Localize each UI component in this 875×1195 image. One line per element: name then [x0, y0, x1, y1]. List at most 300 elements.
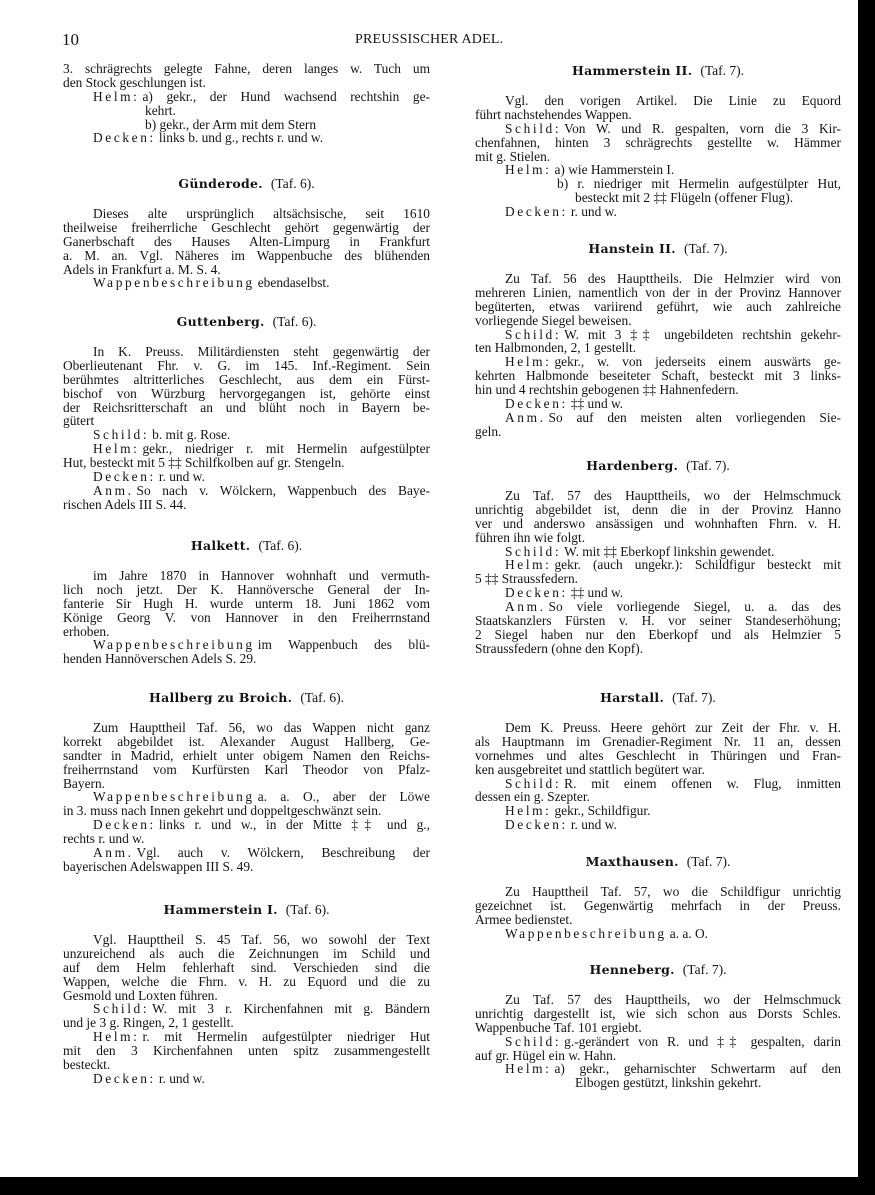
text-line [475, 899, 841, 913]
line-text: Oberlieutenant Fhr. v. G. im 145. Inf.-Regiment. Sein [63, 357, 430, 373]
line-text: Von W. und R. gespalten, vorn die 3 Kir- [564, 120, 841, 136]
paragraph [475, 328, 841, 356]
text-line [475, 272, 841, 286]
article-heading [63, 177, 430, 191]
line-text: geln. [475, 423, 502, 439]
line-text: im Jahre 1870 in Hannover wohnhaft und vermuth- [93, 568, 430, 583]
text-line [63, 989, 430, 1003]
line-text: freiherrnstand vom Kurfürsten Karl Theodor von Pfalz- [63, 761, 430, 777]
text-line [475, 328, 841, 342]
article-section [63, 315, 430, 512]
paragraph [475, 558, 841, 586]
text-line [475, 517, 841, 531]
text-line [63, 263, 430, 277]
line-text: Gesmold und Loxten führen. [63, 987, 218, 1003]
text-line [63, 1030, 430, 1044]
line-text: Zu Haupttheil Taf. 57, wo die Schildfigur unrichtig [505, 884, 841, 899]
paragraph [475, 355, 841, 397]
field-label: Schild: [505, 775, 562, 791]
text-line [63, 933, 430, 947]
text-line [475, 885, 841, 899]
line-text: besteckt mit 2 ‡‡ Flügeln (offener Flug). [575, 190, 794, 206]
text-line [475, 600, 841, 614]
paragraph [475, 993, 841, 1035]
article-section [475, 691, 841, 832]
line-text: Vgl. auch v. Wölckern, Beschreibung der [136, 845, 430, 861]
text-line [63, 777, 430, 791]
line-text: Dieses alte ursprünglich altsächsische, seit 1610 [93, 206, 430, 221]
text-line [63, 118, 430, 132]
text-line [63, 860, 430, 874]
text-line [475, 489, 841, 503]
line-text: kehrt. [145, 102, 176, 118]
line-text: sandter in Madrid, erhielt unter obigem Namen den Reichs- [63, 747, 430, 763]
text-line [475, 177, 841, 191]
article-heading [475, 459, 841, 473]
family-name: Henneberg. [589, 962, 675, 977]
field-label: Decken: [93, 469, 156, 485]
paragraph [63, 131, 430, 145]
plate-reference: (Taf. 7). [672, 690, 716, 705]
text-line [475, 531, 841, 545]
field-label: Decken: [505, 817, 568, 833]
text-line [63, 652, 430, 666]
field-label: Helm: [93, 441, 140, 457]
line-text: ten Halbmonden, 2, 1 gestellt. [475, 340, 637, 356]
line-text: und je 3 g. Ringen, 2, 1 gestellt. [63, 1015, 234, 1031]
text-line [475, 108, 841, 122]
text-line [475, 993, 841, 1007]
line-text: a) gekr., geharnischter Schwertarm auf den [554, 1061, 841, 1077]
field-label: Schild: [505, 543, 562, 559]
line-text: links r. und w., in der Mitte ‡‡ und g., [158, 817, 430, 833]
scan-border-bottom [0, 1177, 875, 1195]
paragraph [63, 569, 430, 638]
text-line [475, 136, 841, 150]
text-line [63, 804, 430, 818]
field-label: Decken: [93, 130, 156, 146]
text-line [475, 369, 841, 383]
text-line [63, 846, 430, 860]
text-line [63, 597, 430, 611]
text-line [475, 749, 841, 763]
paragraph [475, 1062, 841, 1090]
field-label: Wappenbeschreibung [93, 637, 255, 653]
line-text: Vgl. Haupttheil S. 45 Taf. 56, wo sowohl der Text [93, 932, 430, 947]
plate-reference: (Taf. 7). [683, 241, 728, 256]
line-text: auf gr. Hügel ein w. Hahn. [475, 1047, 617, 1063]
text-line [475, 163, 841, 177]
paragraph [475, 272, 841, 328]
text-line [63, 456, 430, 470]
line-text: Staatskanzlers Fürsten v. H. vor seiner Standeserhöhung; [475, 613, 841, 629]
text-line [63, 721, 430, 735]
line-text: gekr., w. von jederseits einem auswärts ge- [554, 354, 841, 370]
text-line [475, 763, 841, 777]
line-text: Bayern. [63, 775, 106, 791]
line-text: ‡‡ und w. [570, 396, 624, 412]
text-line [475, 642, 841, 656]
text-line [475, 558, 841, 572]
field-label: Helm: [505, 557, 552, 573]
line-text: hin und 4 rechtshin gebogenen ‡‡ Hahnenfedern. [475, 382, 739, 398]
paragraph [63, 276, 430, 290]
field-label: Decken: [93, 817, 156, 833]
line-text: lich noch jetzt. Der K. Hannöversche General der In- [63, 581, 430, 597]
paragraph [63, 442, 430, 470]
family-name: Hammerstein II. [571, 63, 693, 78]
paragraph [475, 721, 841, 777]
text-line [63, 947, 430, 961]
line-text: mit g. Stielen. [475, 148, 551, 164]
text-line [475, 411, 841, 425]
paragraph [475, 600, 841, 656]
line-text: gezeichnet ist. Gegenwärtig mehrfach in der Preuss. [475, 897, 841, 913]
paragraph [63, 790, 430, 818]
text-line [475, 94, 841, 108]
text-line [63, 1016, 430, 1030]
text-line [63, 961, 430, 975]
field-label: Helm: [505, 803, 552, 819]
line-text: Ganerbschaft des Hauses Alten-Limpurg in Frankfurt [63, 233, 430, 249]
text-line [475, 804, 841, 818]
paragraph [63, 638, 430, 666]
paragraph [475, 122, 841, 164]
line-text: vornehmes und altes Geschlecht in Thüringen und Fran- [475, 747, 841, 763]
article-heading [475, 963, 841, 977]
line-text: 5 ‡‡ Straussfedern. [475, 571, 579, 587]
line-text: ver und anderswo ansässigen und wohnhaften Fhrn. v. H. [475, 515, 841, 531]
plate-reference: (Taf. 6). [272, 314, 317, 329]
line-text: bayerischen Adelswappen III S. 49. [63, 858, 254, 874]
line-text: Zu Taf. 56 des Haupttheils. Die Helmzier wird von [505, 271, 841, 286]
text-line [475, 1035, 841, 1049]
line-text: henden Hannöverschen Adels S. 29. [63, 651, 257, 667]
text-line [63, 387, 430, 401]
paragraph [475, 397, 841, 411]
article-section [63, 177, 430, 290]
text-line [475, 790, 841, 804]
text-line [475, 721, 841, 735]
line-text: ken ausgebreitet und stattlich begütert war. [475, 761, 705, 777]
line-text: W. mit 3 r. Kirchenfahnen mit g. Bändern [152, 1001, 430, 1017]
field-label: Decken: [93, 1070, 156, 1086]
line-text: führen ihn wie folgt. [475, 529, 586, 545]
text-line [63, 569, 430, 583]
article-heading [475, 242, 841, 256]
scan-border-right [858, 0, 875, 1195]
line-text: r. und w. [570, 204, 617, 220]
family-name: Guttenberg. [176, 314, 265, 329]
line-text: führt nachstehendes Wappen. [475, 106, 632, 122]
paragraph [475, 1035, 841, 1063]
article-section [63, 691, 430, 874]
line-text: r. und w. [158, 469, 205, 485]
article-section [63, 903, 430, 1086]
paragraph [475, 885, 841, 927]
text-line [63, 1044, 430, 1058]
line-text: r. und w. [570, 817, 617, 833]
field-label: Decken: [505, 396, 568, 412]
family-name: Günderode. [178, 176, 263, 191]
plate-reference: (Taf. 6). [300, 690, 344, 705]
line-text: Hut, besteckt mit 5 ‡‡ Schilfkolben auf gr. Stengeln. [63, 455, 345, 471]
line-text: Zu Taf. 57 des Haupttheils, wo der Helmschmuck [505, 992, 841, 1007]
text-line [63, 276, 430, 290]
field-label: Helm: [505, 354, 552, 370]
paragraph [475, 411, 841, 439]
text-line [475, 628, 841, 642]
text-line [475, 545, 841, 559]
line-text: Dem K. Preuss. Heere gehört zur Zeit der Fhr. v. H. [505, 720, 841, 735]
plate-reference: (Taf. 7). [700, 63, 745, 78]
field-label: Schild: [505, 120, 562, 136]
paragraph [63, 1030, 430, 1072]
line-text: auf dem Helm fehlerhaft sind. Verschieden sind die [63, 959, 430, 975]
line-text: erhoben. [63, 623, 110, 639]
paragraph [475, 927, 841, 941]
line-text: So viele vorliegende Siegel, u. a. das des [548, 599, 841, 615]
line-text: Zum Haupttheil Taf. 56, wo das Wappen nicht ganz [93, 720, 430, 735]
line-text: r. mit Hermelin aufgestülpter niedriger Hut [142, 1029, 430, 1045]
line-text: unzureichend als auch die Zeichnungen im Schild und [63, 945, 430, 961]
line-text: gütert [63, 413, 95, 429]
text-line [63, 832, 430, 846]
paragraph [63, 90, 430, 132]
line-text: Wappenbuche Taf. 101 ergiebt. [475, 1019, 642, 1035]
article-heading [63, 691, 430, 705]
family-name: Hallberg zu Broich. [149, 690, 293, 705]
text-line [63, 975, 430, 989]
text-line [475, 913, 841, 927]
article-section [475, 459, 841, 656]
text-line [63, 62, 430, 76]
line-text: a) gekr., der Hund wachsend rechtshin ge- [142, 88, 430, 104]
text-line [475, 1049, 841, 1063]
text-line [475, 425, 841, 439]
line-text: a) wie Hammerstein I. [554, 162, 675, 178]
text-line [475, 614, 841, 628]
field-label: Schild: [505, 326, 562, 342]
article-section [63, 62, 430, 145]
text-line [63, 414, 430, 428]
paragraph [475, 545, 841, 559]
field-label: Schild: [93, 1001, 150, 1017]
text-line [63, 638, 430, 652]
text-line [475, 777, 841, 791]
text-line [63, 131, 430, 145]
text-line [63, 763, 430, 777]
line-text: korrekt abgebildet ist. Alexander August Hallberg, Ge- [63, 733, 430, 749]
line-text: In K. Preuss. Militärdiensten steht gegenwärtig der [93, 344, 430, 359]
paragraph [475, 804, 841, 818]
text-line [475, 314, 841, 328]
line-text: W. mit ‡‡ Eberkopf linkshin gewendet. [564, 543, 775, 559]
text-line [63, 790, 430, 804]
plate-reference: (Taf. 6). [270, 176, 315, 191]
line-text: begüterten, etwas variirend geführt, wie auch zahlreiche [475, 298, 841, 314]
text-line [63, 470, 430, 484]
paragraph [475, 205, 841, 219]
line-text: ‡‡ und w. [570, 585, 624, 601]
field-label: Helm: [505, 1061, 552, 1077]
line-text: Zu Taf. 57 des Haupttheils, wo der Helmschmuck [505, 488, 841, 503]
text-line [63, 735, 430, 749]
field-label: Helm: [93, 1029, 140, 1045]
line-text: Könige Georg V. von Hannover in den Freiherrnstand [63, 609, 430, 625]
line-text: mit den 3 Kirchenfahnen unten spitz zusammengestellt [63, 1043, 430, 1059]
line-text: gekr. (auch ungekr.): Schildfigur besteckt mit [554, 557, 841, 573]
line-text: gekr., niedriger r. mit Hermelin aufgestülpter [142, 441, 430, 457]
text-line [63, 484, 430, 498]
paragraph [63, 428, 430, 442]
line-text: vorliegende Siegel beweisen. [475, 312, 632, 328]
line-text: R. mit einem offenen w. Flug, inmitten [564, 775, 841, 791]
line-text: Straussfedern (ohne den Kopf). [475, 640, 644, 656]
line-text: rechts r. und w. [63, 831, 145, 847]
text-line [63, 1058, 430, 1072]
line-text: bischof von Würzburg hervorgegangen ist, gehörte einst [63, 385, 430, 401]
text-line [63, 583, 430, 597]
running-title: PREUSSISCHER ADEL. [355, 32, 504, 47]
text-line [475, 818, 841, 832]
text-line [475, 735, 841, 749]
family-name: Harstall. [600, 690, 665, 705]
line-text: g.-gerändert von R. und ‡‡ gespalten, darin [564, 1033, 841, 1049]
paragraph [63, 62, 430, 90]
line-text: links b. und g., rechts r. und w. [158, 130, 324, 146]
family-name: Halkett. [190, 538, 251, 553]
line-text: besteckt. [63, 1057, 111, 1073]
plate-reference: (Taf. 7). [686, 854, 731, 869]
field-label: Wappenbeschreibung [93, 789, 255, 805]
line-text: So nach v. Wölckern, Wappenbuch des Baye- [136, 482, 430, 498]
plate-reference: (Taf. 7). [686, 458, 730, 473]
text-line [475, 397, 841, 411]
line-text: theilweise freiherrliche Geschlecht gehört gegenwärtig der [63, 219, 430, 235]
line-text: a. M. an. Vgl. Näheres im Wappenbuche des blühenden [63, 247, 430, 263]
line-text: Adels in Frankfurt a. M. S. 4. [63, 261, 221, 277]
text-line [475, 286, 841, 300]
text-line [63, 428, 430, 442]
line-text: Wappen, welche die Fhrn. v. H. zu Equord und die zu [63, 973, 430, 989]
page-number: 10 [62, 30, 79, 49]
text-line [63, 359, 430, 373]
line-text: W. mit 3 ‡‡ ungebildeten rechtshin gekehr- [564, 326, 841, 342]
field-label: Anm. [505, 599, 546, 615]
line-text: in 3. muss nach Innen gekehrt und doppeltgeschwänzt sein. [63, 803, 382, 819]
text-line [475, 586, 841, 600]
text-line [63, 442, 430, 456]
line-text: unrichtig dargestellt ist, wie sich schon aus Dorsts Schles. [475, 1005, 841, 1021]
field-label: Schild: [93, 427, 150, 443]
field-label: Anm. [93, 845, 134, 861]
line-text: rischen Adels III S. 44. [63, 496, 187, 512]
article-section [475, 855, 841, 941]
line-text: gekr., Schildfigur. [554, 803, 651, 819]
paragraph [63, 345, 430, 428]
text-line [63, 401, 430, 415]
line-text: unrichtig abgebildet ist, denn die in der Provinz Hanno [475, 501, 841, 517]
text-line [475, 1021, 841, 1035]
paragraph [475, 818, 841, 832]
family-name: Hanstein II. [588, 241, 676, 256]
article-heading [63, 315, 430, 329]
text-line [63, 818, 430, 832]
article-section [475, 963, 841, 1090]
line-text: Vgl. den vorigen Artikel. Die Linie zu Equord [505, 93, 841, 108]
line-text: 2 Siegel haben nur den Eberkopf und als Helmzier 5 [475, 626, 841, 642]
field-label: Anm. [93, 482, 134, 498]
text-line [475, 150, 841, 164]
paragraph [63, 721, 430, 790]
line-text: kehrten Halbmonde beseiteter Schaft, besteckt mit 3 links- [475, 368, 841, 384]
family-name: Maxthausen. [585, 854, 679, 869]
article-heading [475, 64, 841, 78]
article-heading [63, 903, 430, 917]
line-text: den Stock geschlungen ist. [63, 74, 206, 90]
plate-reference: (Taf. 6). [285, 902, 330, 917]
paragraph [63, 933, 430, 1002]
paragraph [63, 1002, 430, 1030]
text-line [475, 122, 841, 136]
article-heading [475, 855, 841, 869]
plate-reference: (Taf. 6). [258, 538, 303, 553]
line-text: ebendaselbst. [257, 275, 330, 291]
text-line [63, 1072, 430, 1086]
family-name: Hardenberg. [586, 458, 679, 473]
paragraph [63, 207, 430, 276]
text-line [475, 572, 841, 586]
line-text: mehreren Linien, namentlich von der in der Provinz Hannover [475, 284, 841, 300]
line-text: dessen ein g. Szepter. [475, 789, 590, 805]
text-line [63, 498, 430, 512]
text-line [63, 207, 430, 221]
line-text: b) r. niedriger mit Hermelin aufgestülpter Hut, [557, 176, 841, 192]
article-section [475, 64, 841, 219]
text-line [475, 300, 841, 314]
text-line [63, 749, 430, 763]
text-line [63, 373, 430, 387]
line-text: Armee bedienstet. [475, 911, 573, 927]
paragraph [63, 818, 430, 846]
field-label: Decken: [505, 585, 568, 601]
field-label: Decken: [505, 204, 568, 220]
text-line [475, 1076, 841, 1090]
text-line [475, 1007, 841, 1021]
text-line [475, 205, 841, 219]
line-text: im Wappenbuch des blü- [257, 637, 430, 653]
line-text: der Reichsritterschaft an und blüht noch in Bayern be- [63, 399, 430, 415]
line-text: So auf den meisten alten vorliegenden Sie- [548, 409, 841, 425]
text-line [475, 355, 841, 369]
paragraph [475, 94, 841, 122]
line-text: b. mit g. Rose. [152, 427, 231, 443]
article-heading [475, 691, 841, 705]
line-text: Elbogen gestützt, linkshin gekehrt. [575, 1075, 762, 1091]
field-label: Anm. [505, 409, 546, 425]
text-line [475, 191, 841, 205]
text-line [63, 1002, 430, 1016]
line-text: a. a. O., aber der Löwe [257, 789, 430, 805]
line-text: berühmtes altritterliches Geschlecht, aus dem ein Fürst- [63, 371, 430, 387]
paragraph [63, 846, 430, 874]
article-section [63, 539, 430, 666]
line-text: als Hauptmann im Grenadier-Regiment Nr. 11 an, dessen [475, 733, 841, 749]
text-line [475, 927, 841, 941]
field-label: Helm: [93, 88, 140, 104]
text-line [63, 249, 430, 263]
